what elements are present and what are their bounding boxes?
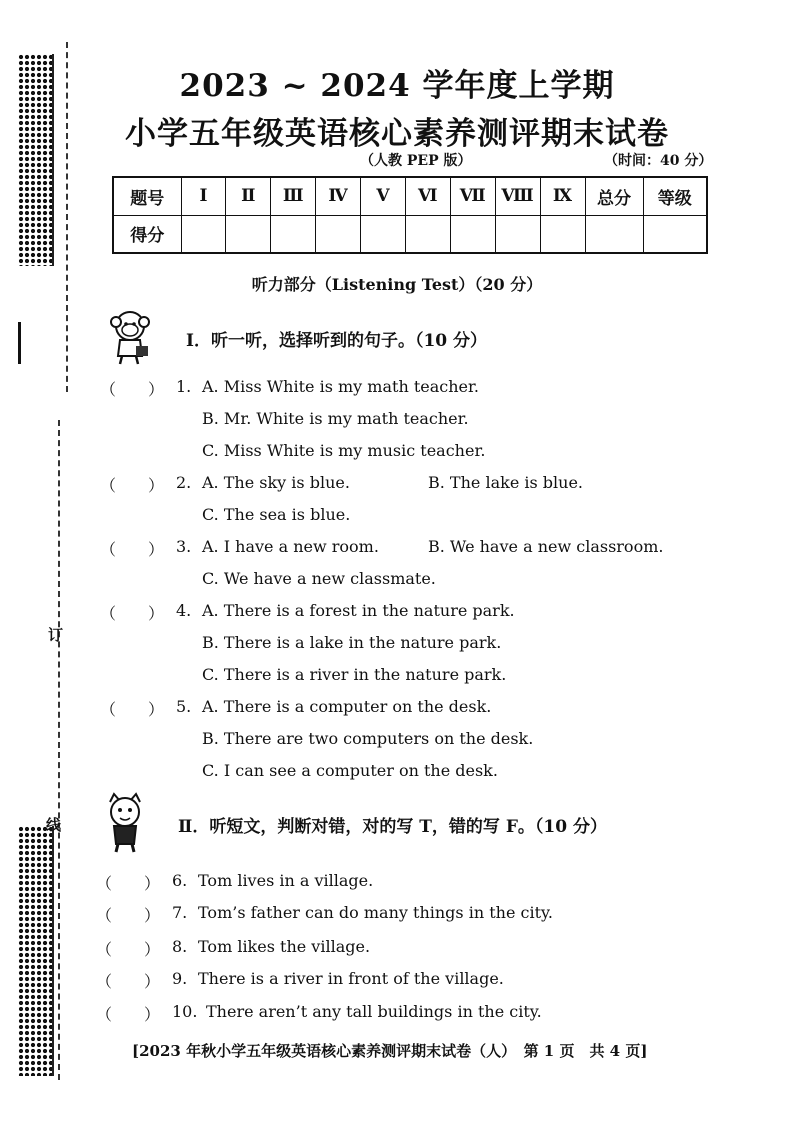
answer-paren[interactable]: （ ） bbox=[96, 1005, 161, 1024]
option-a: A. There is a computer on the desk. bbox=[202, 697, 492, 716]
score-cell[interactable] bbox=[540, 215, 585, 253]
cat-mascot-icon bbox=[100, 792, 150, 854]
answer-paren[interactable]: （ ） bbox=[96, 906, 161, 925]
score-header-cell: Ⅱ bbox=[226, 177, 271, 215]
statement: Tom likes the village. bbox=[198, 937, 371, 956]
option-a: A. Miss White is my math teacher. bbox=[202, 377, 479, 396]
score-cell[interactable] bbox=[585, 215, 643, 253]
edition-label: （人教 PEP 版） bbox=[360, 153, 472, 169]
score-cell[interactable] bbox=[495, 215, 540, 253]
question-number: 2. bbox=[176, 473, 192, 492]
option-a: A. The sky is blue. bbox=[202, 473, 350, 492]
option-b: B. Mr. White is my math teacher. bbox=[202, 409, 469, 428]
monkey-mascot-icon bbox=[106, 308, 156, 366]
score-cell[interactable] bbox=[271, 215, 316, 253]
binding-dashed-line-lower bbox=[58, 420, 60, 1080]
score-cell[interactable] bbox=[226, 215, 271, 253]
question-number: 4. bbox=[176, 601, 192, 620]
option-b: B. We have a new classroom. bbox=[428, 537, 664, 556]
answer-paren[interactable]: （ ） bbox=[96, 874, 161, 893]
statement: Tom’s father can do many things in the city. bbox=[198, 903, 554, 922]
score-header-cell: Ⅳ bbox=[316, 177, 361, 215]
option-c: C. We have a new classmate. bbox=[202, 569, 436, 588]
answer-paren[interactable]: （ ） bbox=[100, 540, 165, 559]
score-header-cell: Ⅲ bbox=[271, 177, 316, 215]
option-c: C. I can see a computer on the desk. bbox=[202, 761, 498, 780]
statement: There aren’t any tall buildings in the city. bbox=[206, 1002, 542, 1021]
answer-paren[interactable]: （ ） bbox=[100, 604, 165, 623]
score-cell[interactable] bbox=[450, 215, 495, 253]
score-table bbox=[112, 176, 708, 254]
score-header-cell: 总分 bbox=[585, 177, 643, 215]
score-header-cell: Ⅷ bbox=[495, 177, 540, 215]
answer-paren[interactable]: （ ） bbox=[96, 940, 161, 959]
question-number: 10. bbox=[172, 1002, 198, 1021]
binding-mark bbox=[18, 322, 21, 364]
score-header-cell: Ⅸ bbox=[540, 177, 585, 215]
score-row-label: 得分 bbox=[113, 215, 181, 253]
answer-paren[interactable]: （ ） bbox=[96, 972, 161, 991]
answer-paren[interactable]: （ ） bbox=[100, 700, 165, 719]
score-cell[interactable] bbox=[361, 215, 406, 253]
score-header-cell: 题号 bbox=[113, 177, 181, 215]
option-b: B. There is a lake in the nature park. bbox=[202, 633, 502, 652]
score-header-cell: Ⅰ bbox=[181, 177, 226, 215]
time-label: （时间：40 分） bbox=[604, 153, 713, 169]
question-number: 5. bbox=[176, 697, 192, 716]
binding-char-ding: 订 bbox=[48, 626, 64, 644]
binding-strip-bottom bbox=[18, 826, 54, 1076]
title-line-2: 小学五年级英语核心素养测评期末试卷 bbox=[125, 116, 669, 152]
score-cell[interactable] bbox=[316, 215, 361, 253]
option-b: B. There are two computers on the desk. bbox=[202, 729, 534, 748]
option-a: A. There is a forest in the nature park. bbox=[202, 601, 515, 620]
option-c: C. The sea is blue. bbox=[202, 505, 351, 524]
question-number: 8. bbox=[172, 937, 188, 956]
question-number: 3. bbox=[176, 537, 192, 556]
question-number: 6. bbox=[172, 871, 188, 890]
score-cell[interactable] bbox=[643, 215, 707, 253]
part2-title: Ⅱ．听短文，判断对错，对的写 T，错的写 F。（10 分） bbox=[178, 817, 607, 837]
option-c: C. There is a river in the nature park. bbox=[202, 665, 507, 684]
score-header-cell: Ⅴ bbox=[361, 177, 406, 215]
option-a: A. I have a new room. bbox=[202, 537, 379, 556]
score-table-header-row bbox=[113, 177, 707, 215]
score-cell[interactable] bbox=[405, 215, 450, 253]
score-header-cell: Ⅶ bbox=[450, 177, 495, 215]
statement: There is a river in front of the village. bbox=[198, 969, 504, 988]
statement: Tom lives in a village. bbox=[198, 871, 374, 890]
score-header-cell: Ⅵ bbox=[405, 177, 450, 215]
question-number: 7. bbox=[172, 903, 188, 922]
binding-char-xian: 线 bbox=[46, 816, 62, 834]
option-b: B. The lake is blue. bbox=[428, 473, 583, 492]
part1-title: Ⅰ．听一听，选择听到的句子。（10 分） bbox=[186, 331, 488, 351]
option-c: C. Miss White is my music teacher. bbox=[202, 441, 486, 460]
listening-section-heading: 听力部分（Listening Test）（20 分） bbox=[251, 275, 543, 294]
score-cell[interactable] bbox=[181, 215, 226, 253]
answer-paren[interactable]: （ ） bbox=[100, 476, 165, 495]
title-line-1: 2023 ~ 2024 学年度上学期 bbox=[179, 68, 615, 104]
answer-paren[interactable]: （ ） bbox=[100, 380, 165, 399]
question-number: 1. bbox=[176, 377, 192, 396]
score-table-score-row bbox=[113, 215, 707, 253]
question-number: 9. bbox=[172, 969, 188, 988]
score-header-cell: 等级 bbox=[643, 177, 707, 215]
page-footer: [2023 年秋小学五年级英语核心素养测评期末试卷（人） 第 1 页 共 4 页] bbox=[132, 1042, 648, 1060]
